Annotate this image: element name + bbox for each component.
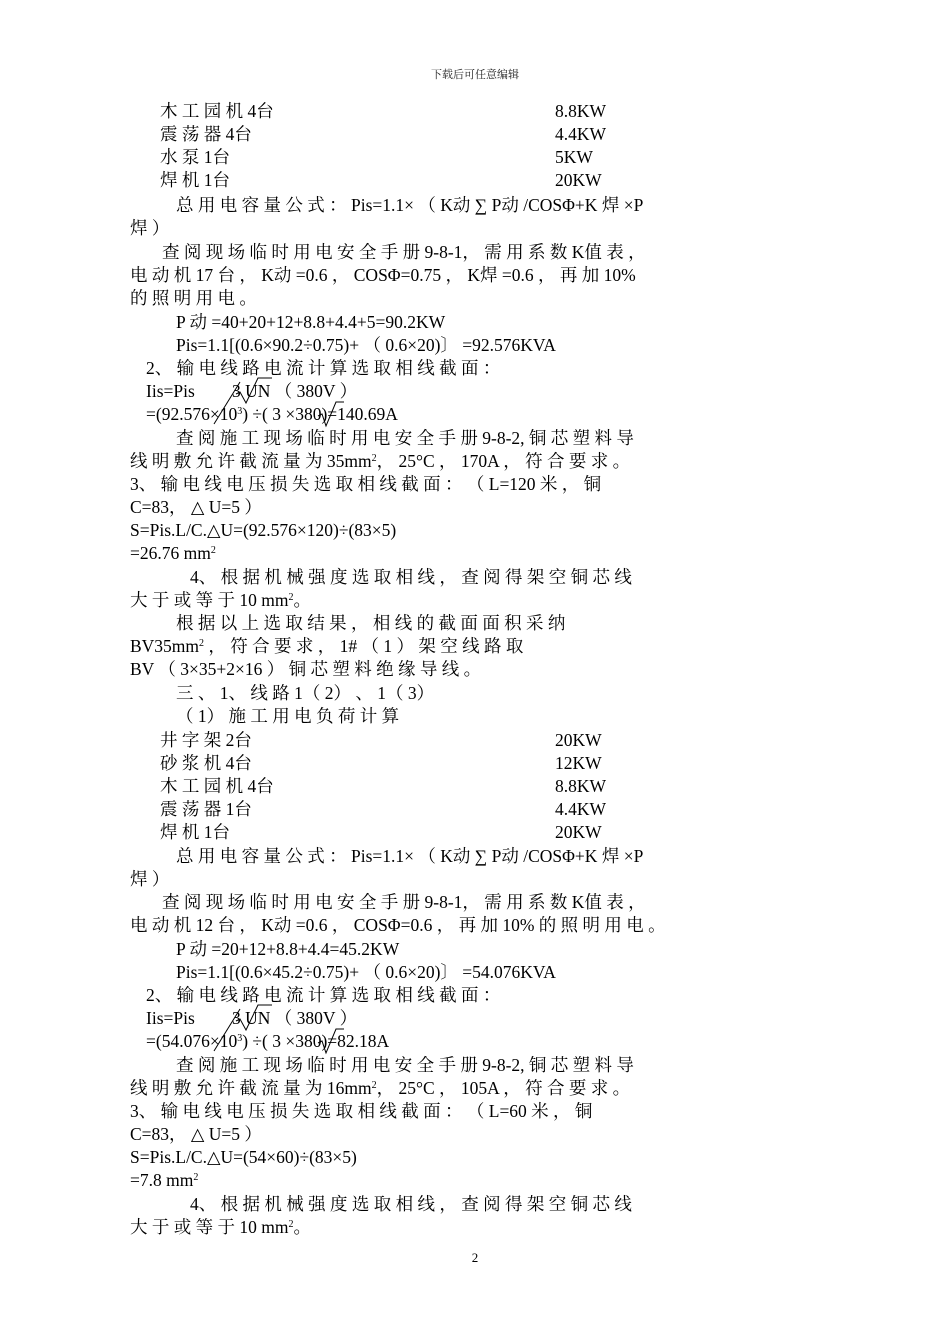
text-span: 大 于 或 等 于 10 mm <box>130 1217 289 1237</box>
paragraph-line: 查 阅 现 场 临 时 用 电 安 全 手 册 9-8-1， 需 用 系 数 K值 表 ， <box>162 242 646 262</box>
superscript: 2 <box>288 592 294 603</box>
text-span: BV35mm <box>130 636 200 656</box>
equipment-name: 震 荡 器 4台 <box>160 124 252 144</box>
formula-text: =(92.576 <box>146 404 210 424</box>
result-line <box>130 1169 830 1192</box>
formula-text: =(54.076 <box>146 1031 210 1051</box>
equipment-name: 砂 浆 机 4台 <box>160 753 252 773</box>
section-title: 三 、 1、 线 路 1（ 2） 、 1（ 3） <box>176 683 435 703</box>
equipment-name: 水 泵 1台 <box>160 147 230 167</box>
superscript: 2 <box>193 1172 199 1183</box>
paragraph-line: 查 阅 施 工 现 场 临 时 用 电 安 全 手 册 9-8-2, 铜 芯 塑 料 导 <box>176 1055 634 1075</box>
text-span: ， 符 合 要 求 ， 1# （ 1 ） 架 空 线 路 取 <box>204 636 524 656</box>
paragraph-line: C=83， △ U=5 ） <box>130 1124 262 1144</box>
voltage-formula-line: S=Pis.L/C.△U=(54×60)÷(83×5) <box>130 1147 357 1167</box>
formula-line: 总 用 电 容 量 公 式 ： Pis=1.1× （ K动 ∑ P动 /COSΦ+K 焊 ×P <box>176 846 644 866</box>
equipment-power: 20KW <box>555 170 602 190</box>
formula-line: 总 用 电 容 量 公 式 ： Pis=1.1× （ K动 ∑ P动 /COSΦ+K 焊 ×P <box>176 195 644 215</box>
formula-text: 3 UN （ 380V ） <box>232 381 358 401</box>
p-dong-line: P 动 =20+12+8.8+4.4=45.2KW <box>176 939 400 959</box>
paragraph-line: 查 阅 现 场 临 时 用 电 安 全 手 册 9-8-1， 需 用 系 数 K值 表 ， <box>162 892 646 912</box>
equipment-power: 8.8KW <box>555 101 607 121</box>
formula-text: Iis=Pis <box>146 381 195 401</box>
equipment-power: 20KW <box>555 822 602 842</box>
equipment-row <box>160 821 860 844</box>
equipment-power: 12KW <box>555 753 602 773</box>
text-span: 。 <box>293 1217 311 1237</box>
equipment-row <box>160 729 860 752</box>
formula-line: 焊 ） <box>130 869 170 889</box>
paragraph-line: 查 阅 施 工 现 场 临 时 用 电 安 全 手 册 9-8-2, 铜 芯 塑 料 导 <box>176 428 634 448</box>
equipment-power: 20KW <box>555 730 602 750</box>
equipment-power: 8.8KW <box>555 776 607 796</box>
equipment-name: 焊 机 1台 <box>160 170 230 190</box>
p-dong-line: P 动 =40+20+12+8.8+4.4+5=90.2KW <box>176 312 446 332</box>
paragraph-line: 3、 输 电 线 电 压 损 失 选 取 相 线 截 面 ： （ L=60 米 ， 铜 <box>130 1101 593 1121</box>
pis-line: Pis=1.1[(0.6×45.2÷0.75)+ （ 0.6×20)〕 =54.076KVA <box>176 962 556 982</box>
equipment-power: 4.4KW <box>555 799 607 819</box>
section-subtitle: （ 1） 施 工 用 电 负 荷 计 算 <box>176 706 400 726</box>
paragraph-line: BV （ 3×35+2×16 ） 铜 芯 塑 料 绝 缘 导 线 。 <box>130 659 482 679</box>
current-calc-line: $=(54.076\times 10^3)$ ÷( 3 ×380)=82.18A <box>146 1031 390 1051</box>
text-span: =26.76 mm <box>130 543 211 563</box>
paragraph-line: 的 照 明 用 电 。 <box>130 288 257 308</box>
current-calc-line: $=(92.576\times 10^3)$ ÷( 3 ×380)=140.69A <box>146 404 398 424</box>
equipment-power: 4.4KW <box>555 124 607 144</box>
paragraph-line <box>130 635 830 658</box>
equipment-name: 木 工 园 机 4台 <box>160 776 274 796</box>
equipment-row <box>160 100 860 123</box>
paragraph-line: C=83， △ U=5 ） <box>130 497 262 517</box>
step-title: 2、 输 电 线 路 电 流 计 算 选 取 相 线 截 面 ： <box>146 358 501 378</box>
paragraph-line: 电 动 机 12 台 ， K动 =0.6 ， COSΦ=0.6 ， 再 加 10% 的 照 明 用 电 。 <box>130 915 666 935</box>
equipment-name: 焊 机 1台 <box>160 822 230 842</box>
formula-text: 10 <box>219 404 238 424</box>
text-span: ， 25°C ， 105A ， 符 合 要 求 。 <box>376 1078 631 1098</box>
superscript: 2 <box>288 1219 294 1230</box>
text-span: 线 明 敷 允 许 截 流 量 为 35mm <box>130 451 372 471</box>
equipment-row <box>160 798 860 821</box>
equipment-row <box>160 123 860 146</box>
formula-text: 10 <box>219 1031 238 1051</box>
superscript: 2 <box>371 1080 377 1091</box>
superscript: 2 <box>199 638 205 649</box>
text-span: =7.8 mm <box>130 1170 194 1190</box>
equipment-name: 井 字 架 2台 <box>160 730 252 750</box>
formula-text: Iis=Pis <box>146 1008 195 1028</box>
paragraph-line: 4、 根 据 机 械 强 度 选 取 相 线 ， 查 阅 得 架 空 铜 芯 线 <box>190 1194 632 1214</box>
current-formula-line <box>146 380 846 403</box>
page-number: 2 <box>471 1250 479 1265</box>
equipment-row <box>160 146 860 169</box>
equipment-name: 震 荡 器 1台 <box>160 799 252 819</box>
text-span: ， 25°C ， 170A ， 符 合 要 求 。 <box>376 451 631 471</box>
paragraph-line: 根 据 以 上 选 取 结 果 ， 相 线 的 截 面 面 积 采 纳 <box>176 613 566 633</box>
superscript: 3 <box>237 406 243 417</box>
paragraph-line: 电 动 机 17 台 ， K动 =0.6 ， COSΦ=0.75 ， K焊 =0.6 ， 再 加 10% <box>130 265 636 285</box>
text-span: 大 于 或 等 于 10 mm <box>130 590 289 610</box>
text-span: 。 <box>293 590 311 610</box>
equipment-name: 木 工 园 机 4台 <box>160 101 274 121</box>
equipment-row <box>160 169 860 192</box>
paragraph-line <box>130 589 830 612</box>
pis-line: Pis=1.1[(0.6×90.2÷0.75)+ （ 0.6×20)〕 =92.576KVA <box>176 335 556 355</box>
paragraph-line <box>130 450 830 473</box>
equipment-power: 5KW <box>555 147 593 167</box>
superscript: 2 <box>371 453 377 464</box>
result-line <box>130 542 830 565</box>
page-header: 下载后可任意编辑 <box>431 68 519 81</box>
equipment-row <box>160 775 860 798</box>
paragraph-line: 3、 输 电 线 电 压 损 失 选 取 相 线 截 面 ： （ L=120 米 ， 铜 <box>130 474 602 494</box>
formula-text: 3 UN （ 380V ） <box>232 1008 358 1028</box>
superscript: 2 <box>210 545 216 556</box>
current-formula-line <box>146 1007 846 1030</box>
paragraph-line <box>130 1077 830 1100</box>
voltage-formula-line: S=Pis.L/C.△U=(92.576×120)÷(83×5) <box>130 520 397 540</box>
paragraph-line <box>130 1216 830 1239</box>
superscript: 3 <box>237 1033 243 1044</box>
formula-text: ) ÷( 3 ×380)=82.18A <box>242 1031 390 1051</box>
paragraph-line: 4、 根 据 机 械 强 度 选 取 相 线 ， 查 阅 得 架 空 铜 芯 线 <box>190 567 632 587</box>
equipment-row <box>160 752 860 775</box>
text-span: 线 明 敷 允 许 截 流 量 为 16mm <box>130 1078 372 1098</box>
formula-text: ) ÷( 3 ×380)=140.69A <box>242 404 398 424</box>
formula-line: 焊 ） <box>130 218 170 238</box>
step-title: 2、 输 电 线 路 电 流 计 算 选 取 相 线 截 面 ： <box>146 985 501 1005</box>
